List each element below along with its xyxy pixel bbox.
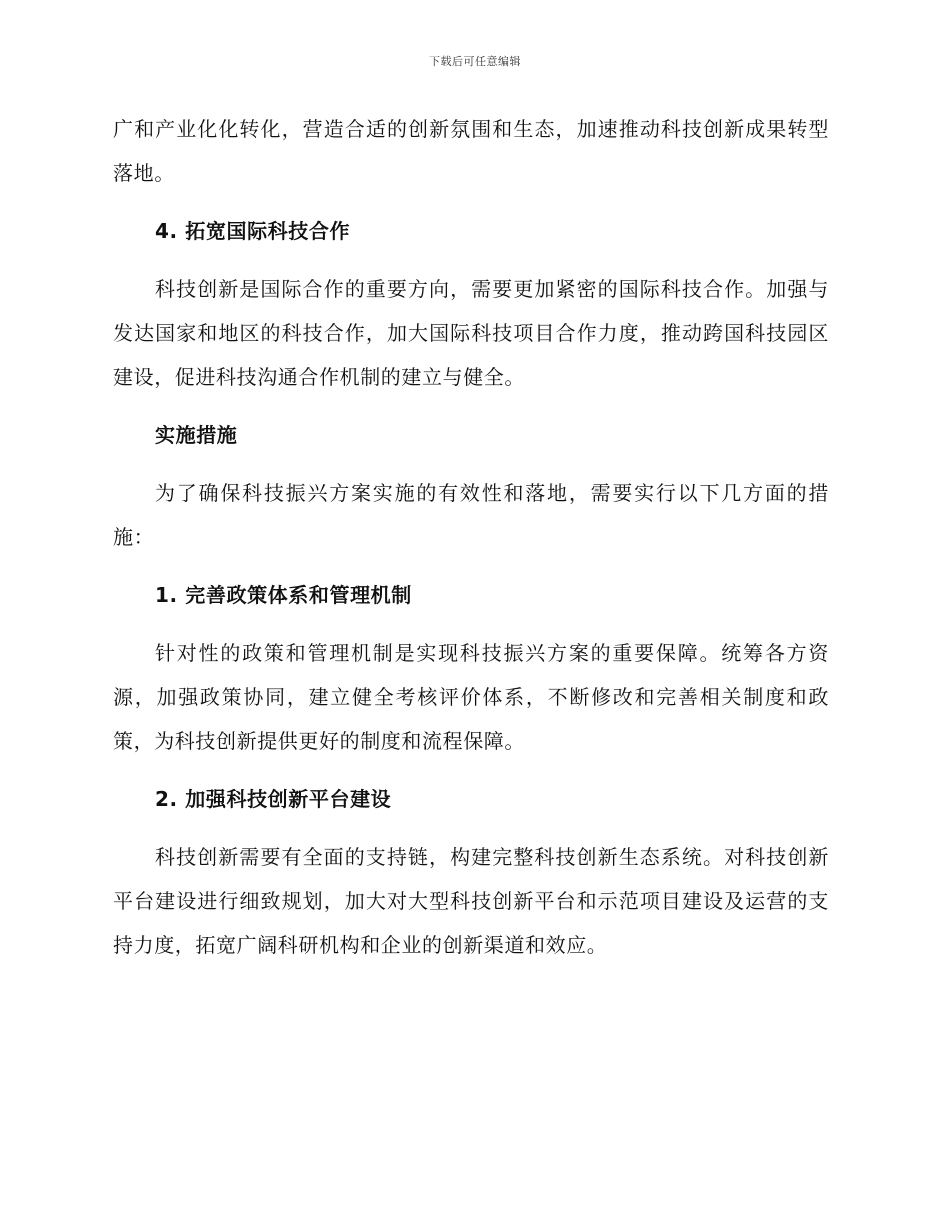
section-heading-international-cooperation: 4. 拓宽国际科技合作 [155,219,351,243]
paragraph-continuation: 广和产业化化转化，营造合适的创新氛围和生态，加速推动科技创新成果转型落地。 [113,117,829,185]
paragraph-policy-system: 针对性的政策和管理机制是实现科技振兴方案的重要保障。统筹各方资源，加强政策协同，建立健全考核评价体系，不断修改和完善相关制度和政策，为科技创新提供更好的制度和流程保障。 [113,641,829,753]
paragraph-innovation-platform: 科技创新需要有全面的支持链，构建完整科技创新生态系统。对科技创新平台建设进行细致规划，加大对大型科技创新平台和示范项目建设及运营的支持力度，拓宽广阔科研机构和企业的创新渠道和效应。 [113,845,829,957]
page-header: 下载后可任意编辑 [429,55,521,68]
section-heading-implementation-measures: 实施措施 [155,423,238,447]
document-body [113,107,829,967]
paragraph-international-cooperation: 科技创新是国际合作的重要方向，需要更加紧密的国际科技合作。加强与发达国家和地区的科技合作，加大国际科技项目合作力度，推动跨国科技园区建设，促进科技沟通合作机制的建立与健全。 [113,277,829,389]
paragraph-implementation-intro: 为了确保科技振兴方案实施的有效性和落地，需要实行以下几方面的措施： [113,481,829,549]
section-heading-innovation-platform: 2. 加强科技创新平台建设 [155,787,392,811]
section-heading-policy-system: 1. 完善政策体系和管理机制 [155,583,412,607]
